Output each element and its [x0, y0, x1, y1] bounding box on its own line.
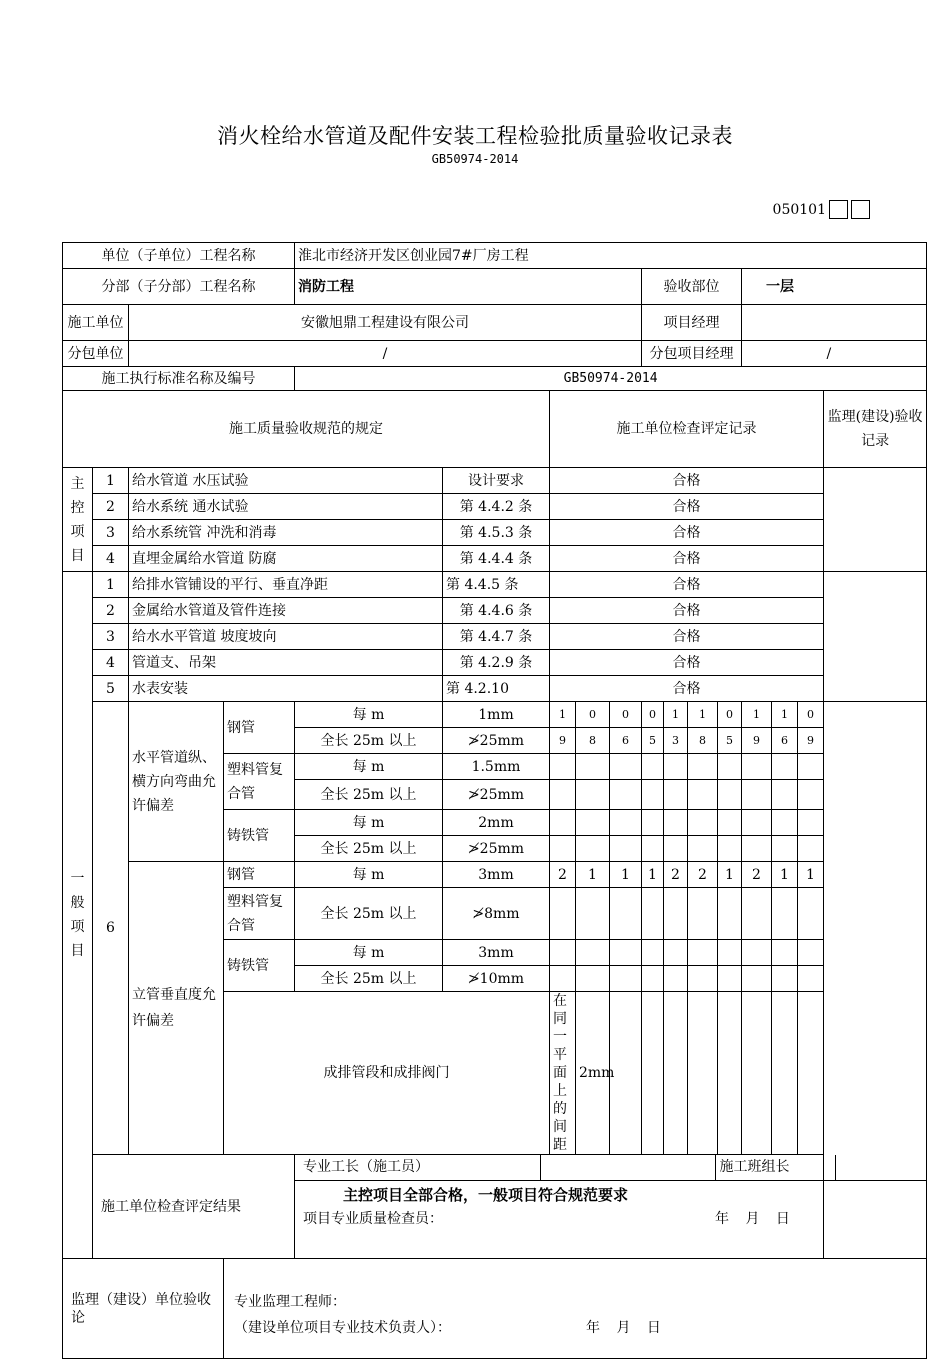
sub-pm-label: 分包项目经理 [642, 341, 742, 367]
horizontal-label: 水平管道纵、横方向弯曲允许偏差 [129, 702, 224, 862]
measure-cell [772, 836, 798, 862]
gen-clause: 第 4.4.6 条 [443, 598, 550, 624]
code-box-2[interactable] [851, 200, 870, 219]
gen-item: 水表安装 [129, 676, 443, 702]
mc-supervisor-cell [824, 468, 927, 572]
foreman-value [540, 1155, 715, 1180]
result-date: 年 月 日 [715, 1211, 790, 1227]
measure-cell [576, 836, 610, 862]
measure-cell [772, 810, 798, 836]
h-iron-per-m-tol: 2mm [443, 810, 550, 836]
measure-cell: 8 [688, 728, 718, 754]
full-25m-label: 全长 25m 以上 [295, 836, 443, 862]
supervision-date: 年 月 日 [586, 1319, 661, 1336]
unit-value: 淮北市经济开发区创业园7#厂房工程 [295, 243, 927, 269]
mc-clause: 设计要求 [443, 468, 550, 494]
supervision-label: 监理（建设）单位验收论 [63, 1259, 224, 1359]
measure-cell [610, 888, 642, 940]
foreman-label: 专业工长（施工员） [295, 1155, 540, 1180]
vertical-label: 立管垂直度允许偏差 [129, 862, 224, 1155]
inspection-table [62, 242, 927, 1359]
code-box-1[interactable] [829, 200, 848, 219]
measure-cell [642, 780, 664, 810]
v-steel-per-m-tol: 3mm [443, 862, 550, 888]
contractor-value: 安徽旭鼎工程建设有限公司 [129, 305, 642, 341]
h-steel-full-tol: ≯25mm [443, 728, 550, 754]
team-leader-value [835, 1155, 926, 1180]
measure-cell [576, 940, 610, 966]
measure-cell [688, 754, 718, 780]
gen-result: 合格 [550, 572, 824, 598]
subdiv-value: 消防工程 [295, 269, 642, 305]
measure-cell [688, 940, 718, 966]
measure-cell [688, 992, 718, 1155]
measure-cell [798, 836, 824, 862]
measure-cell [642, 754, 664, 780]
mc-clause: 第 4.5.3 条 [443, 520, 550, 546]
measure-cell [772, 888, 798, 940]
v-iron-per-m-tol: 3mm [443, 940, 550, 966]
measure-cell [550, 810, 576, 836]
measure-cell [550, 836, 576, 862]
measure-cell [610, 810, 642, 836]
v-iron-full-tol: ≯10mm [443, 966, 550, 992]
measure-cell [742, 940, 772, 966]
measure-cell [772, 754, 798, 780]
measure-cell [664, 888, 688, 940]
exec-std-label: 施工执行标准名称及编号 [63, 367, 295, 391]
h-plastic-label: 塑料管复合管 [224, 754, 295, 810]
measure-cell [610, 780, 642, 810]
exec-std-value: GB50974-2014 [295, 367, 927, 391]
v-plastic-full-tol: ≯8mm [443, 888, 550, 940]
mc-no: 4 [93, 546, 129, 572]
mc-result: 合格 [550, 546, 824, 572]
gen-result: 合格 [550, 624, 824, 650]
subcontractor-label: 分包单位 [63, 341, 129, 367]
measure-cell: 2 [742, 862, 772, 888]
per-m-label: 每 m [295, 754, 443, 780]
measure-cell: 1 [664, 702, 688, 728]
accept-part-label: 验收部位 [642, 269, 742, 305]
check-record-header: 施工单位检查评定记录 [550, 391, 824, 468]
unit-label: 单位（子单位）工程名称 [63, 243, 295, 269]
measure-cell: 1 [718, 862, 742, 888]
h-iron-label: 铸铁管 [224, 810, 295, 862]
measure-cell: 1 [610, 862, 642, 888]
spec-header: 施工质量验收规范的规定 [63, 391, 550, 468]
per-m-label: 每 m [295, 810, 443, 836]
measure-cell [642, 966, 664, 992]
measure-cell: 1 [576, 862, 610, 888]
gen-result: 合格 [550, 676, 824, 702]
per-m-label: 每 m [295, 702, 443, 728]
measure-cell [742, 888, 772, 940]
measure-cell: 2 [550, 862, 576, 888]
measure-cell [688, 780, 718, 810]
mc-clause: 第 4.4.4 条 [443, 546, 550, 572]
gen-supervisor-cell [824, 572, 927, 702]
pm-value [742, 305, 927, 341]
row-spacing-label: 在同一平面上的间距 [550, 992, 576, 1155]
full-25m-label: 全长 25m 以上 [295, 966, 443, 992]
gen-clause: 第 4.4.5 条 [443, 572, 550, 598]
mc-item: 给水管道 水压试验 [129, 468, 443, 494]
gen-result: 合格 [550, 598, 824, 624]
v-steel-label: 钢管 [224, 862, 295, 888]
measure-cell: 1 [772, 862, 798, 888]
measure-cell [642, 992, 664, 1155]
standard-number: GB50974-2014 [431, 152, 519, 166]
measure-cell: 1 [742, 702, 772, 728]
measure-cell [550, 940, 576, 966]
mc-item: 直埋金属给水管道 防腐 [129, 546, 443, 572]
measure-cell [718, 940, 742, 966]
row-valve-label: 成排管段和成排阀门 [224, 992, 550, 1155]
measure-cell [550, 888, 576, 940]
measure-cell [718, 888, 742, 940]
measure-cell: 8 [576, 728, 610, 754]
measure-cell: 9 [550, 728, 576, 754]
measure-cell [742, 754, 772, 780]
measure-cell [576, 966, 610, 992]
measure-cell [772, 940, 798, 966]
main-control-label: 主控项目 [63, 468, 93, 572]
measure-cell [664, 780, 688, 810]
mc-result: 合格 [550, 468, 824, 494]
measure-cell: 1 [688, 702, 718, 728]
measure-cell [688, 888, 718, 940]
contractor-label: 施工单位 [63, 305, 129, 341]
full-25m-label: 全长 25m 以上 [295, 728, 443, 754]
measure-cell [772, 992, 798, 1155]
measure-cell: 9 [798, 728, 824, 754]
gen-clause: 第 4.4.7 条 [443, 624, 550, 650]
measure-cell [718, 754, 742, 780]
measure-cell [610, 754, 642, 780]
gen-no: 1 [93, 572, 129, 598]
mc-result: 合格 [550, 520, 824, 546]
measure-cell [664, 836, 688, 862]
measure-cell [718, 836, 742, 862]
measure-cell [772, 780, 798, 810]
measure-cell [772, 966, 798, 992]
measure-cell [576, 888, 610, 940]
measure-cell: 6 [772, 728, 798, 754]
gen-item: 金属给水管道及管件连接 [129, 598, 443, 624]
measure-cell [798, 810, 824, 836]
mc-no: 2 [93, 494, 129, 520]
measure-cell [576, 754, 610, 780]
v-plastic-label: 塑料管复合管 [224, 888, 295, 940]
measure-cell [664, 754, 688, 780]
accept-part-value: 一层 [742, 269, 927, 305]
measure-cell [742, 810, 772, 836]
measure-cell [798, 754, 824, 780]
mc-no: 3 [93, 520, 129, 546]
measure-cell: 9 [742, 728, 772, 754]
measure-cell [664, 966, 688, 992]
result-subtable [295, 1155, 926, 1228]
measure-cell [664, 992, 688, 1155]
measure-cell [798, 992, 824, 1155]
mc-no: 1 [93, 468, 129, 494]
conclusion-text: 主控项目全部合格，一般项目符合规范要求 [343, 1186, 629, 1205]
measure-cell [642, 888, 664, 940]
gen-clause: 第 4.2.9 条 [443, 650, 550, 676]
gen-item: 管道支、吊架 [129, 650, 443, 676]
measure-cell [718, 780, 742, 810]
gen-no: 5 [93, 676, 129, 702]
item6-no: 6 [93, 702, 129, 1155]
owner-label: （建设单位项目专业技术负责人）： [234, 1319, 451, 1336]
measure-cell: 2 [664, 862, 688, 888]
gen-item: 给排水管铺设的平行、垂直净距 [129, 572, 443, 598]
mc-result: 合格 [550, 494, 824, 520]
measure-cell [610, 966, 642, 992]
measure-cell [718, 992, 742, 1155]
measure-cell: 0 [576, 702, 610, 728]
team-leader-label: 施工班组长 [715, 1155, 835, 1180]
measure-cell [576, 810, 610, 836]
engineer-label: 专业监理工程师： [234, 1293, 346, 1310]
measure-cell [798, 888, 824, 940]
result-cell [295, 1155, 927, 1259]
measure-cell [688, 836, 718, 862]
measure-cell [664, 940, 688, 966]
measure-cell: 1 [772, 702, 798, 728]
measure-cell: 5 [718, 728, 742, 754]
measure-cell [550, 754, 576, 780]
result-label: 施工单位检查评定结果 [93, 1155, 295, 1259]
measure-cell: 1 [550, 702, 576, 728]
measure-cell: 0 [798, 702, 824, 728]
measure-cell [798, 780, 824, 810]
general-label: 一般项目 [63, 572, 93, 1259]
measure-cell [798, 940, 824, 966]
inspector-label: 项目专业质量检查员： [303, 1211, 443, 1227]
measure-cell [610, 836, 642, 862]
measure-cell: 0 [610, 702, 642, 728]
sub-pm-value: / [742, 341, 927, 367]
gen-clause: 第 4.2.10 [443, 676, 550, 702]
gen-no: 3 [93, 624, 129, 650]
measure-cell [688, 810, 718, 836]
measure-cell [798, 966, 824, 992]
measure-cell [742, 992, 772, 1155]
measure-cell [642, 836, 664, 862]
measure-cell [718, 810, 742, 836]
h-iron-full-tol: ≯25mm [443, 836, 550, 862]
h-plastic-full-tol: ≯25mm [443, 780, 550, 810]
measure-cell: 5 [642, 728, 664, 754]
mc-clause: 第 4.4.2 条 [443, 494, 550, 520]
measure-cell [550, 780, 576, 810]
measure-cell: 1 [642, 862, 664, 888]
measure-cell [742, 836, 772, 862]
mc-item: 给水系统管 冲洗和消毒 [129, 520, 443, 546]
measure-cell: 0 [718, 702, 742, 728]
measure-cell [610, 992, 642, 1155]
h-steel-per-m-tol: 1mm [443, 702, 550, 728]
measure-cell [610, 940, 642, 966]
measure-cell [718, 966, 742, 992]
measure-cell: 3 [664, 728, 688, 754]
full-25m-label: 全长 25m 以上 [295, 780, 443, 810]
measure-cell [576, 780, 610, 810]
h-plastic-per-m-tol: 1.5mm [443, 754, 550, 780]
pm-label: 项目经理 [642, 305, 742, 341]
gen-no: 2 [93, 598, 129, 624]
full-25m-label: 全长 25m 以上 [295, 888, 443, 940]
per-m-label: 每 m [295, 940, 443, 966]
per-m-label: 每 m [295, 862, 443, 888]
measure-cell [642, 940, 664, 966]
measure-cell [664, 810, 688, 836]
measure-cell [742, 966, 772, 992]
gen-no: 4 [93, 650, 129, 676]
form-code-number: 050101 [772, 201, 826, 218]
measure-cell: 1 [798, 862, 824, 888]
supervision-cell [224, 1259, 927, 1359]
measure-cell: 2 [688, 862, 718, 888]
form-code [773, 200, 870, 219]
supervisor-header: 监理(建设)验收记录 [824, 391, 927, 468]
subdiv-label: 分部（子分部）工程名称 [63, 269, 295, 305]
form-title: 消火栓给水管道及配件安装工程检验批质量验收记录表 [217, 124, 733, 148]
v-iron-label: 铸铁管 [224, 940, 295, 992]
measure-cell [688, 966, 718, 992]
measure-cell: 6 [610, 728, 642, 754]
gen-item: 给水水平管道 坡度坡向 [129, 624, 443, 650]
mc-item: 给水系统 通水试验 [129, 494, 443, 520]
row-tol: 2mm [576, 992, 610, 1155]
subcontractor-value: / [129, 341, 642, 367]
measure-cell: 0 [642, 702, 664, 728]
h-steel-label: 钢管 [224, 702, 295, 754]
gen-result: 合格 [550, 650, 824, 676]
measure-cell [550, 966, 576, 992]
measure-cell [642, 810, 664, 836]
measure-cell [742, 780, 772, 810]
